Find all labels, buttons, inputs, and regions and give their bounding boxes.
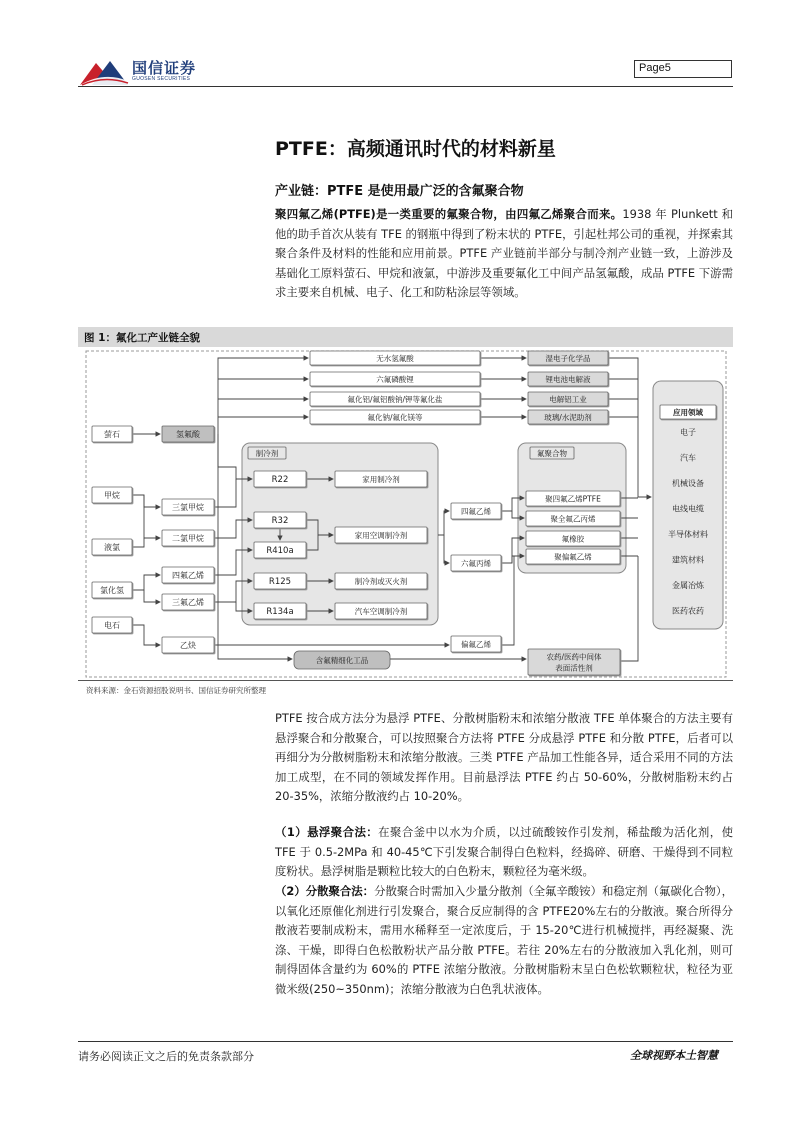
inorganic-product-0 xyxy=(310,351,480,365)
inorganic-product-1 xyxy=(310,372,480,386)
application-1: 汽车 xyxy=(680,453,696,463)
refrigerant-group-title xyxy=(248,447,286,459)
dispersion-lead: （2）分散聚合法： xyxy=(275,884,375,898)
refrigerant-app-1 xyxy=(335,527,427,543)
refrigerant-app-0 xyxy=(335,471,427,487)
application-5: 建筑材料 xyxy=(672,555,704,565)
fine-chemicals-app xyxy=(528,649,620,675)
section-title: 产业链：PTFE 是使用最广泛的含氟聚合物 xyxy=(275,184,524,199)
footer-disclaimer: 请务必阅读正文之后的免责条款部分 xyxy=(78,1050,254,1063)
raw-methane xyxy=(92,487,132,503)
dispersion-paragraph xyxy=(275,882,733,999)
fluoropolymer-3 xyxy=(526,549,620,564)
refrigerant-group-title-label: 制冷剂 xyxy=(255,449,279,458)
fluoropolymer-2-label: 氟橡胶 xyxy=(561,534,585,544)
fluoropolymer-1-label: 聚全氟乙丙烯 xyxy=(550,514,596,524)
raw-hcl-label: 氯化氢 xyxy=(100,586,124,595)
refrigerant-app-3-label: 汽车空调制冷剂 xyxy=(354,607,408,616)
refrigerant-r32-label: R32 xyxy=(271,516,289,526)
raw-chlorine-label: 液氯 xyxy=(104,543,120,552)
refrigerant-r125-label: R125 xyxy=(268,577,292,587)
raw-methane-label: 甲烷 xyxy=(104,491,120,500)
inorganic-app-2 xyxy=(528,392,608,406)
industry-chain-diagram xyxy=(78,347,733,681)
raw-hcl xyxy=(92,582,132,598)
suspension-text: 在聚合釜中以水为介质，以过硫酸铵作引发剂，稀盐酸为活化剂，使 TFE 于 0.5-2MPa 和 40-45℃下引发聚合制得白色粒料，经捣碎、研磨、干燥得到不同粒度粉状。悬浮树脂是颗粒比较大的白色粉末，颗粒径为毫米级。 xyxy=(275,825,733,878)
inorganic-product-1-label: 六氟磷酸锂 xyxy=(376,375,414,384)
inorganic-app-3 xyxy=(528,410,608,424)
refrigerant-app-2 xyxy=(335,573,427,589)
refrigerant-r32 xyxy=(254,512,306,528)
application-2: 机械设备 xyxy=(672,479,704,488)
header-divider xyxy=(78,86,733,87)
chain-svg xyxy=(78,347,733,681)
raw-carbide xyxy=(92,617,132,633)
refrigerant-app-3 xyxy=(335,603,427,619)
footer-divider xyxy=(78,1041,733,1042)
intermediate-0-label: 四氟乙烯 xyxy=(172,571,204,580)
ptfe-classification-paragraph: PTFE 按合成方法分为悬浮 PTFE、分散树脂粉末和浓缩分散液 TFE 单体聚合的方法主要有悬浮聚合和分散聚合，可以按照聚合方法将 PTFE 分成悬浮 PTFE 和分散 PTFE，后者可以再细分为分散树脂粉末和浓缩分散液。三类 PTFE 产品加工性能各异，适合采用不同的方法加工成型，在不同的领域发挥作用。目前悬浮法 PTFE 约占 50-60%，分散树脂粉末约占 20-35%，浓缩分散液约占 10-20%。 xyxy=(275,711,733,803)
flow-line xyxy=(444,535,449,563)
guosen-logo-icon xyxy=(78,57,130,87)
intermediate-1 xyxy=(162,594,214,610)
refrigerant-r134a xyxy=(254,603,306,619)
brand-name: 国信证券 xyxy=(132,59,197,77)
fluoropolymer-0-label: 聚四氟乙烯PTFE xyxy=(545,494,601,504)
inorganic-product-0-label: 无水氢氟酸 xyxy=(376,354,414,363)
fine-chemicals-app-label: 表面活性剂 xyxy=(555,663,593,673)
fluoropolymer-2 xyxy=(526,531,620,546)
monomer-1-label: 六氟丙烯 xyxy=(461,559,491,568)
acetylene-label: 乙炔 xyxy=(180,641,196,650)
fluoropolymer-3-label: 聚偏氟乙烯 xyxy=(554,552,592,562)
application-4: 半导体材料 xyxy=(668,530,708,539)
fluoropolymer-group-title xyxy=(530,447,574,459)
flow-line xyxy=(501,556,514,645)
monomer-2-label: 偏氟乙烯 xyxy=(461,640,491,649)
application-6: 金属冶炼 xyxy=(672,581,704,590)
inorganic-app-1-label: 锂电池电解液 xyxy=(545,375,591,384)
hydrofluoric-acid xyxy=(162,426,214,442)
inorganic-product-2 xyxy=(310,392,480,406)
intermediate-1-label: 三氟乙烯 xyxy=(172,598,204,607)
inorganic-app-3-label: 玻璃/水泥助剂 xyxy=(544,413,592,422)
refrigerant-app-1-label: 家用空调制冷剂 xyxy=(354,531,408,540)
intro-paragraph xyxy=(275,205,733,303)
monomer-1 xyxy=(451,555,501,571)
flow-line xyxy=(132,575,160,590)
page-title: PTFE：高频通讯时代的材料新星 xyxy=(275,138,556,160)
figure-source: 资料来源：金石资源招股说明书、国信证券研究所整理 xyxy=(86,686,266,695)
refrigerant-r410a xyxy=(254,542,306,558)
flow-line xyxy=(132,495,160,507)
flow-line xyxy=(132,625,160,645)
raw-fluorite-label: 萤石 xyxy=(104,430,120,439)
hydrofluoric-acid-label: 氢氟酸 xyxy=(176,430,200,439)
suspension-lead: （1）悬浮聚合法： xyxy=(275,825,379,839)
inorganic-product-3-label: 氟化钠/氟化镁等 xyxy=(367,413,423,422)
application-group-title-label: 应用领域 xyxy=(673,408,703,417)
flow-line xyxy=(144,495,160,538)
acetylene xyxy=(162,637,214,653)
chloromethane-1-label: 二氯甲烷 xyxy=(172,534,204,543)
refrigerant-r125 xyxy=(254,573,306,589)
chloromethane-1 xyxy=(162,530,214,546)
monomer-0-label: 四氟乙烯 xyxy=(461,507,491,516)
inorganic-app-0 xyxy=(528,351,608,365)
brand-subtitle: GUOSEN SECURITIES xyxy=(132,76,191,82)
flow-line xyxy=(132,538,144,547)
dispersion-text: 分散聚合时需加入少量分散剂（全氟辛酸铵）和稳定剂（氟碳化合物），以氧化还原催化剂进行引发聚合，聚合反应制得的含 PTFE20%左右的分散液。聚合所得分散液若要制成粉末，需用水稀释至一定浓度后，于 15-20℃进行机械搅拌，再经凝聚、洗涤、干燥，即得白色松散粉状产品分散 PTFE。若往 20%左右的分散液加入乳化剂，则可制得固体含量约为 60%的 PTFE 浓缩分散液。分散树脂粉末呈白色松软颗粒状，粒径为亚微米级(250~350nm)；浓缩分散液为白色乳状液体。 xyxy=(275,884,733,996)
refrigerant-r22 xyxy=(254,471,306,487)
raw-fluorite xyxy=(92,426,132,442)
refrigerant-app-2-label: 制冷剂或灭火剂 xyxy=(354,577,408,586)
brand-logo xyxy=(78,55,228,89)
fine-chemicals-label: 含氟精细化工品 xyxy=(315,656,369,665)
refrigerant-r410a-label: R410a xyxy=(266,546,294,556)
application-group-title xyxy=(660,405,716,419)
refrigerant-app-0-label: 家用制冷剂 xyxy=(362,475,400,484)
chloromethane-0 xyxy=(162,499,214,515)
fine-chemicals xyxy=(294,651,390,669)
monomer-0 xyxy=(451,503,501,519)
refrigerant-r134a-label: R134a xyxy=(266,607,294,617)
flow-line xyxy=(144,590,160,602)
inorganic-product-2-label: 氟化铝/氟铝酸钠/钾等氟化盐 xyxy=(347,395,443,404)
fluoropolymer-1 xyxy=(526,511,620,526)
footer-slogan: 全球视野本土智慧 xyxy=(630,1049,718,1062)
figure-caption: 图 1：氟化工产业链全貌 xyxy=(78,327,733,347)
inorganic-product-3 xyxy=(310,410,480,424)
flow-line xyxy=(218,358,308,434)
flow-line xyxy=(438,511,449,535)
fluoropolymer-0 xyxy=(526,491,620,506)
suspension-paragraph xyxy=(275,823,733,882)
fine-chemicals-app-label: 农药/医药中间体 xyxy=(546,652,602,662)
inorganic-app-1 xyxy=(528,372,608,386)
intro-text: 1938 年 Plunkett 和他的助手首次从装有 TFE 的钢瓶中得到了粉末状的 PTFE，引起杜邦公司的重视，并探索其聚合条件及材料的性能和应用前景。PTFE 产业链前半部分与制冷剂产业链一致，上游涉及基础化工原料萤石、甲烷和液氯，中游涉及重要氟化工中间产品氢氟酸，成品 PTFE 下游需求主要来自机械、电子、化工和防粘涂层等领域。 xyxy=(275,207,734,299)
application-0: 电子 xyxy=(680,428,696,437)
inorganic-app-0-label: 湿电子化学品 xyxy=(545,354,591,363)
raw-chlorine xyxy=(92,539,132,555)
intro-lead: 聚四氟乙烯(PTFE)是一类重要的氟聚合物，由四氟乙烯聚合而来。 xyxy=(275,207,623,221)
flow-line xyxy=(214,479,236,507)
raw-carbide-label: 电石 xyxy=(104,621,120,630)
inorganic-app-2-label: 电解铝工业 xyxy=(549,395,587,404)
fluoropolymer-group-title-label: 氟聚合物 xyxy=(537,449,567,458)
refrigerant-r22-label: R22 xyxy=(271,475,289,485)
monomer-2 xyxy=(451,636,501,652)
application-7: 医药农药 xyxy=(672,606,704,616)
page-number: Page5 xyxy=(634,60,732,78)
chloromethane-0-label: 三氯甲烷 xyxy=(172,503,204,512)
intermediate-0 xyxy=(162,567,214,583)
application-3: 电线电缆 xyxy=(672,504,704,514)
